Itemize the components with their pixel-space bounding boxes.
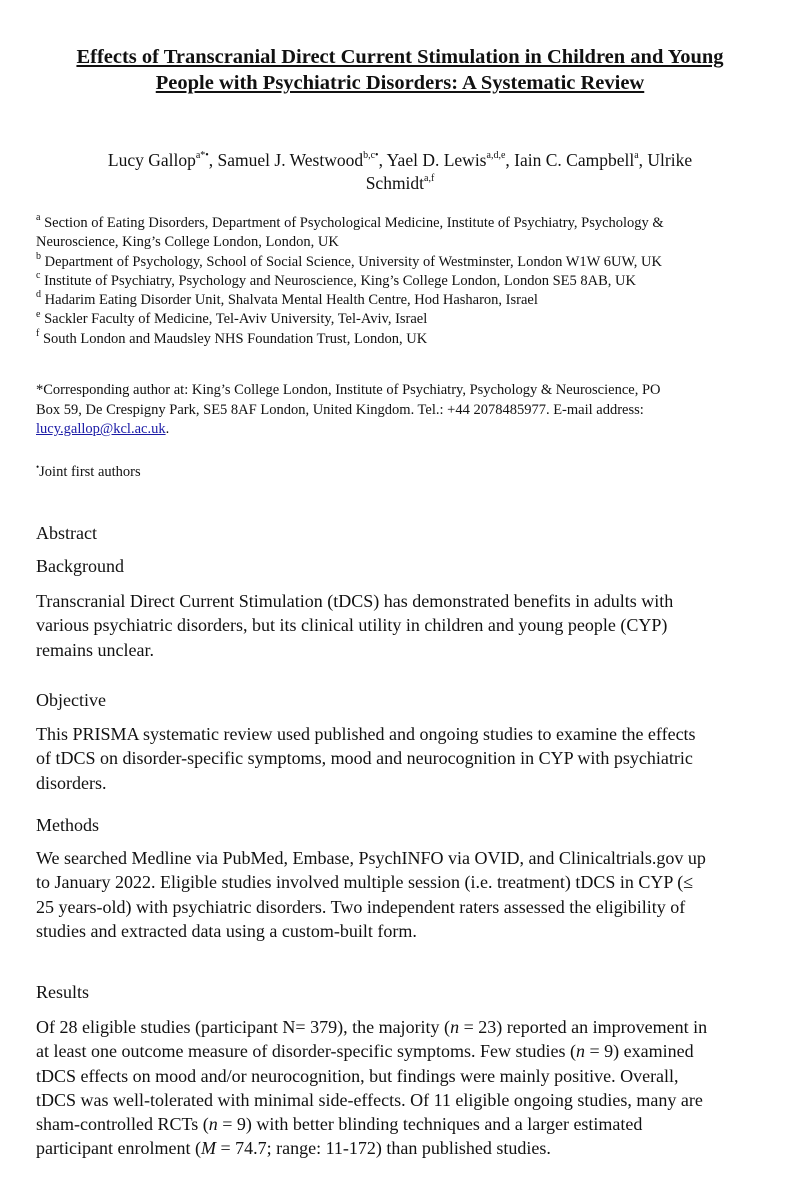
text-segment: participant enrolment ( (36, 1138, 201, 1159)
objective-paragraph (36, 722, 766, 795)
text-line: We searched Medline via PubMed, Embase, PsychINFO via OVID, and Clinicaltrials.gov up (36, 848, 706, 868)
affiliation-item (36, 327, 776, 349)
text-segment: = 9) with better blinding techniques and a larger estimated (217, 1114, 643, 1135)
title-line-1: Effects of Transcranial Direct Current Stimulation in Children and Young (76, 46, 724, 68)
text-line: tDCS effects on mood and/or neurocognition, but findings were mainly positive. Overall, (36, 1065, 679, 1086)
text-segment: at least one outcome measure of disorder-specific symptoms. Few studies ( (36, 1041, 576, 1062)
text-segment: = 23) reported an improvement in (459, 1017, 708, 1037)
affiliation-item (36, 272, 776, 291)
author-affiliation-marker: a*• (195, 150, 209, 162)
affiliation-text: Section of Eating Disorders, Department of Psychological Medicine, Institute of Psychiatry, Psychology & (44, 215, 664, 231)
author-name: Schmidt (365, 173, 425, 193)
objective-heading: Objective (36, 690, 106, 710)
text-line: 25 years-old) with psychiatric disorders. Two independent raters assessed the eligibility of (36, 896, 686, 917)
affiliation-letter: b (36, 250, 41, 262)
text-line: tDCS was well-tolerated with minimal side-effects. Of 11 eligible ongoing studies, many are (36, 1089, 703, 1110)
text-segment: = 74.7; range: 11-172) than published studies. (215, 1138, 551, 1159)
italic-variable: M (200, 1138, 216, 1159)
affiliation-letter: e (36, 308, 41, 320)
affiliation-letter: d (36, 289, 41, 301)
affiliation-letter: f (36, 327, 40, 339)
author-affiliation-marker: a,f (424, 173, 435, 185)
corresponding-line: Box 59, De Crespigny Park, SE5 8AF London, United Kingdom. Tel.: +44 2078485977. E-mail address: (36, 401, 644, 418)
author-name: Iain C. Campbell (514, 150, 635, 170)
affiliation-text: Institute of Psychiatry, Psychology and Neuroscience, King’s College London, London SE5 8AB, UK (44, 272, 636, 289)
affiliation-item (36, 214, 776, 253)
background-heading: Background (36, 556, 124, 576)
text-line: remains unclear. (36, 639, 154, 660)
author-name: Lucy Gallop (107, 150, 196, 170)
text-segment: Of 28 eligible studies (participant N= 379), the majority ( (36, 1017, 451, 1037)
affiliation-letter: a (36, 212, 41, 224)
affiliation-text: Neuroscience, King’s College London, London, UK (36, 234, 339, 251)
affiliation-letter: c (36, 270, 41, 282)
italic-variable: n (208, 1114, 218, 1135)
corresponding-line: *Corresponding author at: King’s College London, Institute of Psychiatry, Psychology & Neuroscience, PO (36, 382, 661, 398)
paper-title (20, 44, 780, 96)
affiliation-item (36, 310, 776, 329)
text-segment: sham-controlled RCTs ( (36, 1114, 209, 1135)
affiliation-text: Department of Psychology, School of Social Science, University of Westminster, London W1W 6UW, UK (44, 253, 662, 270)
affiliation-list (36, 214, 776, 349)
corresponding-author-note (36, 381, 776, 440)
affiliation-item (36, 291, 776, 310)
author-list: Lucy Gallop$^{a*•}$, Samuel J. Westwood$^{b,c•}$, Yael D. Lewis$^{a,d,e}$, Iain C. Campbell$^a$, Ulrike Schmidt$^{a,f}$ (107, 150, 693, 193)
italic-variable: n (450, 1017, 460, 1037)
results-heading: Results (36, 982, 90, 1002)
text-line: various psychiatric disorders, but its clinical utility in children and young people (CYP) (36, 615, 668, 636)
text-line: to January 2022. Eligible studies involved multiple session (i.e. treatment) tDCS in CYP (≤ (36, 872, 694, 893)
affiliation-item (36, 250, 776, 272)
methods-heading: Methods (36, 815, 99, 835)
text-line: disorders. (36, 772, 107, 793)
joint-text: Joint first authors (39, 463, 141, 480)
background-paragraph (36, 589, 766, 662)
text-line: of tDCS on disorder-specific symptoms, mood and neurocognition in CYP with psychiatric (36, 748, 693, 769)
italic-variable: n (576, 1041, 585, 1062)
author-name: Ulrike (647, 150, 693, 170)
corresponding-trailing: . (165, 421, 170, 437)
joint-marker: • (36, 462, 40, 472)
text-segment: = 9) examined (585, 1041, 694, 1062)
author-affiliation-marker: b,c• (363, 150, 379, 162)
results-paragraph (36, 1015, 766, 1161)
text-line: Transcranial Direct Current Stimulation (tDCS) has demonstrated benefits in adults with (36, 591, 674, 611)
abstract-heading: Abstract (36, 523, 97, 543)
title-line-2: People with Psychiatric Disorders: A Systematic Review (155, 72, 645, 94)
affiliation-text: South London and Maudsley NHS Foundation Trust, London, UK (42, 330, 428, 347)
author-name: Samuel J. Westwood (217, 150, 364, 170)
email-link[interactable]: lucy.gallop@kcl.ac.uk (36, 421, 166, 437)
author-name: Yael D. Lewis (386, 150, 487, 170)
methods-paragraph (36, 846, 766, 943)
text-line: studies and extracted data using a custom-built form. (36, 920, 417, 941)
author-affiliation-marker: a (634, 150, 639, 162)
affiliation-text: Sackler Faculty of Medicine, Tel-Aviv University, Tel-Aviv, Israel (44, 311, 428, 328)
text-line: This PRISMA systematic review used published and ongoing studies to examine the effects (36, 724, 696, 744)
joint-authors-note (36, 458, 141, 482)
author-affiliation-marker: a,d,e (486, 150, 506, 162)
affiliation-text: Hadarim Eating Disorder Unit, Shalvata Mental Health Centre, Hod Hasharon, Israel (44, 292, 538, 309)
